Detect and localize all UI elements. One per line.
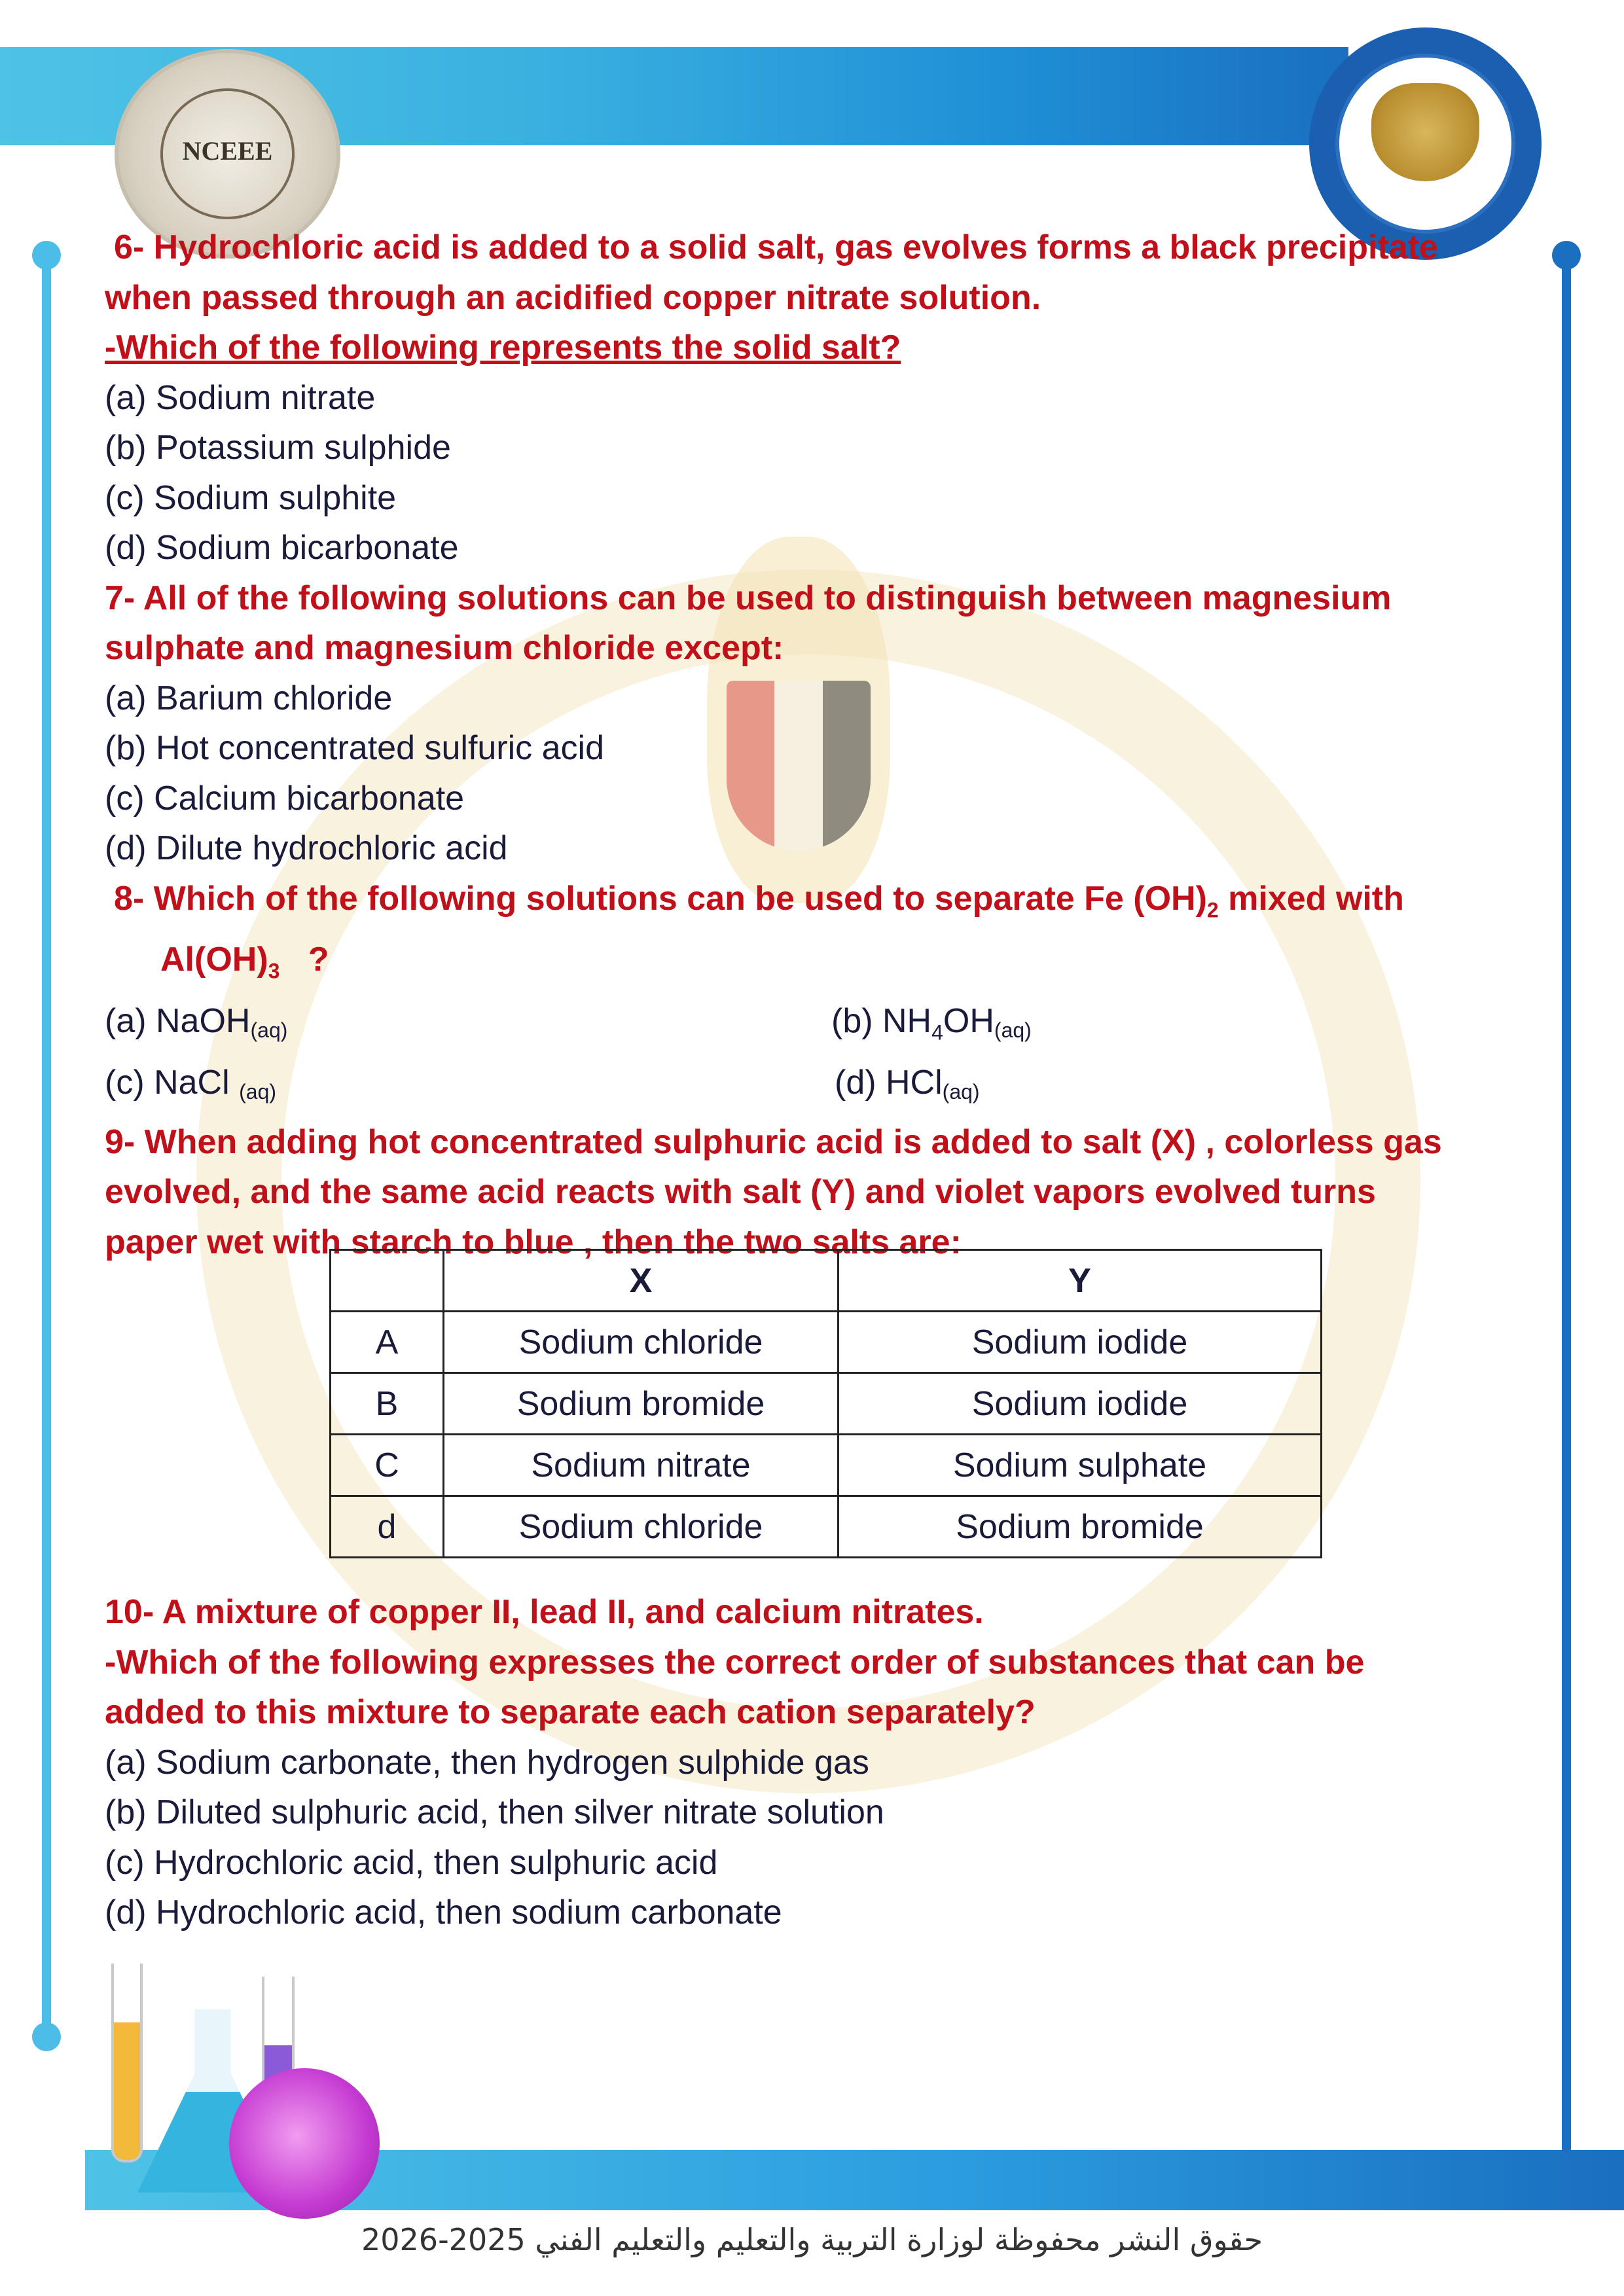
q8-options-row1 bbox=[105, 996, 1519, 1058]
q10-option-b: (b) Diluted sulphuric acid, then silver nitrate solution bbox=[105, 1793, 884, 1831]
q8-option-b: (b) $NH_4OH(aq)$ bbox=[831, 1002, 1032, 1045]
q6-option-d: (d) Sodium bicarbonate bbox=[105, 529, 459, 567]
round-flask-icon bbox=[229, 2068, 380, 2219]
table-row: d Sodium chloride Sodium bromide bbox=[331, 1496, 1322, 1558]
left-rail bbox=[42, 255, 51, 2036]
q8-options-row2 bbox=[105, 1058, 1519, 1117]
q10-prompt-line2: added to this mixture to separate each cation separately? bbox=[105, 1693, 1036, 1731]
table-row: C Sodium nitrate Sodium sulphate bbox=[331, 1435, 1322, 1496]
q7-option-d: (d) Dilute hydrochloric acid bbox=[105, 829, 508, 867]
lab-glassware-icon bbox=[98, 1937, 373, 2212]
q10-option-a: (a) Sodium carbonate, then hydrogen sulphide gas bbox=[105, 1743, 869, 1782]
q6-stem-line2: when passed through an acidified copper nitrate solution. bbox=[105, 278, 1041, 317]
q8-option-c: (c) NaCl (aq) bbox=[105, 1064, 277, 1104]
table-row: B Sodium bromide Sodium iodide bbox=[331, 1373, 1322, 1435]
right-rail bbox=[1562, 255, 1571, 2153]
left-rail-top-dot bbox=[32, 241, 61, 270]
q7-stem-line2: sulphate and magnesium chloride except: bbox=[105, 629, 784, 667]
q8-stem-line1: 8- Which of the following solutions can be used to separate Fe $(OH)_2$ mixed with bbox=[114, 879, 1404, 922]
q10-prompt-line1: -Which of the following expresses the correct order of substances that can be bbox=[105, 1643, 1365, 1681]
q8-option-a: (a) NaOH(aq) bbox=[105, 1002, 288, 1043]
question-content bbox=[105, 223, 1519, 1267]
table-row: A Sodium chloride Sodium iodide bbox=[331, 1312, 1322, 1373]
table-header-row bbox=[331, 1250, 1322, 1312]
q8-stem-line2: $Al(OH)_3$ ? bbox=[160, 941, 329, 983]
test-tube-icon bbox=[111, 1964, 143, 2162]
q7-option-c: (c) Calcium bicarbonate bbox=[105, 779, 465, 817]
nceee-logo-text: NCEEE bbox=[182, 136, 273, 166]
left-rail-bottom-dot bbox=[32, 2022, 61, 2051]
copyright-footer: حقوق النشر محفوظة لوزارة التربية والتعليم والتعليم الفني 2025-2026 bbox=[361, 2222, 1263, 2257]
table-header-y: Y bbox=[839, 1250, 1322, 1312]
ministry-emblem-icon bbox=[1371, 83, 1479, 181]
q6-option-c: (c) Sodium sulphite bbox=[105, 478, 397, 517]
q6-option-b: (b) Potassium sulphide bbox=[105, 429, 451, 467]
question-10-content bbox=[105, 1587, 1519, 1938]
q6-option-a: (a) Sodium nitrate bbox=[105, 378, 376, 417]
q6-prompt: -Which of the following represents the solid salt? bbox=[105, 329, 901, 367]
q7-option-a: (a) Barium chloride bbox=[105, 679, 393, 717]
q10-stem-line1: 10- A mixture of copper II, lead II, and calcium nitrates. bbox=[105, 1593, 984, 1631]
q10-option-d: (d) Hydrochloric acid, then sodium carbonate bbox=[105, 1893, 782, 1931]
q9-stem-line1: 9- When adding hot concentrated sulphuric acid is added to salt (X) , colorless gas bbox=[105, 1122, 1442, 1161]
q6-stem-line1: 6- Hydrochloric acid is added to a solid salt, gas evolves forms a black precipitate bbox=[114, 228, 1438, 266]
q7-stem-line1: 7- All of the following solutions can be used to distinguish between magnesium bbox=[105, 579, 1392, 617]
q7-option-b: (b) Hot concentrated sulfuric acid bbox=[105, 729, 605, 767]
table-header-x: X bbox=[444, 1250, 839, 1312]
q9-stem-line2: evolved, and the same acid reacts with salt (Y) and violet vapors evolved turns bbox=[105, 1173, 1376, 1211]
q9-stem-line3: paper wet with starch to blue , then the two salts are: bbox=[105, 1223, 962, 1261]
q8-option-d: (d) HCl(aq) bbox=[835, 1064, 980, 1104]
right-rail-top-dot bbox=[1552, 241, 1581, 270]
q10-option-c: (c) Hydrochloric acid, then sulphuric acid bbox=[105, 1843, 718, 1882]
q9-options-table bbox=[329, 1249, 1322, 1558]
